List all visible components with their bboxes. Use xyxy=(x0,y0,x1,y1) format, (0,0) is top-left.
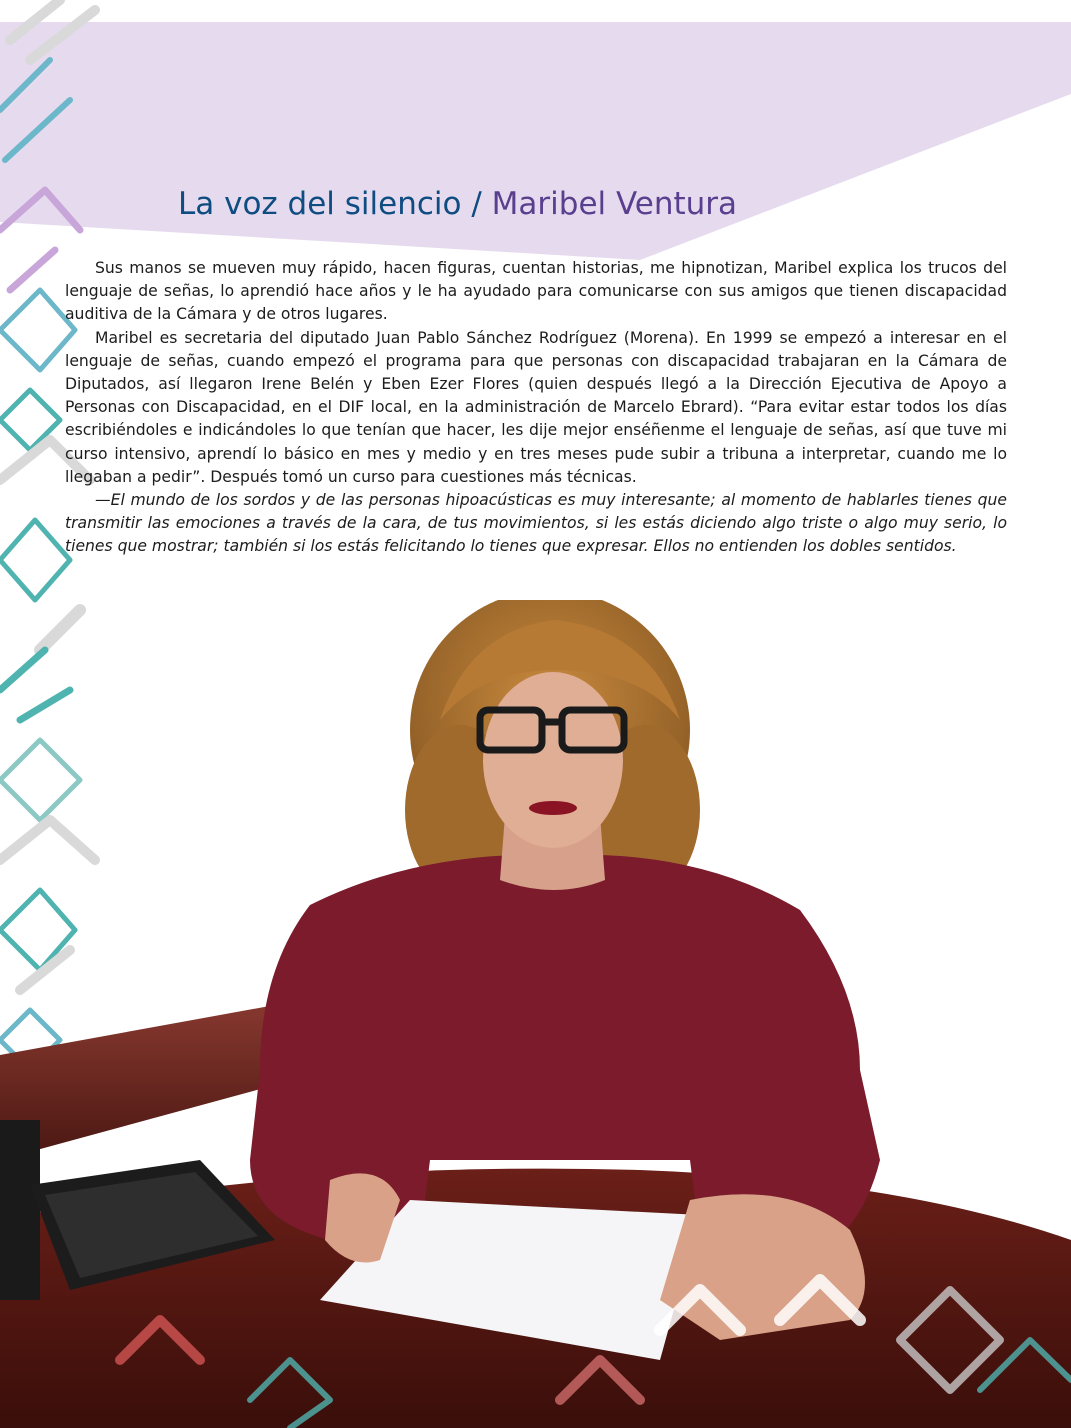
title-separator: / xyxy=(471,186,482,222)
face xyxy=(483,672,623,848)
paragraph-2: Maribel es secretaria del diputado Juan Pablo Sánchez Rodríguez (Morena). En 1999 se empezó a interesar en el lenguaje de señas, cuando empezó el programa para que personas con discapacidad trabajaran en la Cámara de Diputados, así llegaron Irene Belén y Eben Ezer Flores (quien después llegó a la Dirección Ejecutiva de Apoyo a Personas con Discapacidad, en el DIF local, en la administración de Marcelo Ebrard). “Para evitar estar todos los días escribiéndoles e indicándoles lo que tenían que hacer, les dije mejor enséñenme el lenguaje de señas, así que tuve mi curso intensivo, aprendí lo básico en mes y medio y en tres meses pude subir a tribuna a interpretar, cuando me lo llegaban a pedir”. Después tomó un curso para cuestiones más técnicas. xyxy=(65,328,1007,486)
portrait-photo xyxy=(0,600,1071,1428)
paragraph-1: Sus manos se mueven muy rápido, hacen figuras, cuentan historias, me hipnotizan, Maribel explica los trucos del lenguaje de señas, lo aprendió hace años y le ha ayudado para comunicarse con sus amigos que tienen discapacidad auditiva de la Cámara y de otros lugares. xyxy=(65,259,1007,324)
title-text: La voz del silencio xyxy=(178,186,462,222)
article-title xyxy=(178,186,737,222)
article-body xyxy=(65,257,1007,559)
monitor-edge xyxy=(0,1120,40,1300)
author-name: Maribel Ventura xyxy=(491,186,738,222)
paragraph-3-quote: —El mundo de los sordos y de las personas hipoacústicas es muy interesante; al momento de hablarles tienes que transmitir las emociones a través de la cara, de tus movimientos, si les estás diciendo algo triste o algo muy serio, lo tienes que mostrar; también si los estás felicitando lo tienes que expresar. Ellos no entienden los dobles sentidos. xyxy=(65,491,1007,556)
